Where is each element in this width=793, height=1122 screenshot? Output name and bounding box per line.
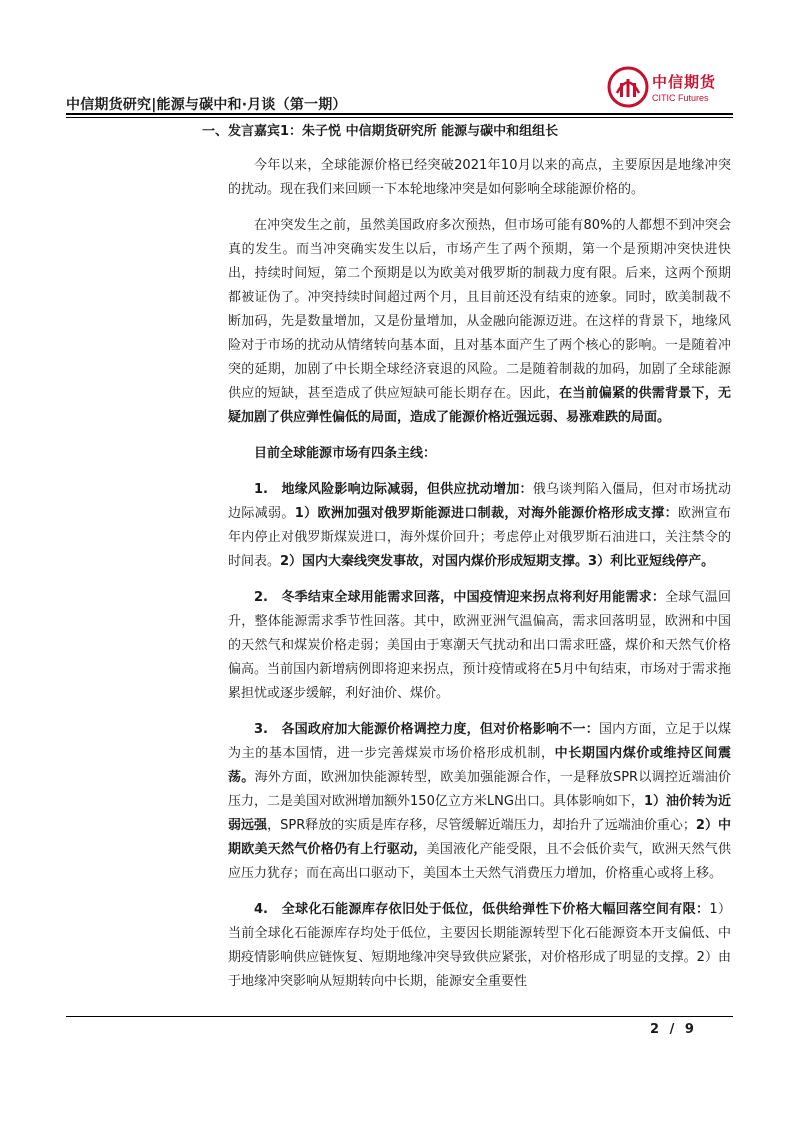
- item1-point2: 2）国内大秦线突发事故，对国内煤价形成短期支撑。3）利比亚短线停产。: [280, 554, 715, 569]
- paragraph-conflict-emphasis: 在当前偏紧的供需背景下，无疑加剧了供应弹性偏低的局面，造成了能源价格近强远弱、易涨难跌的局面。: [228, 386, 731, 425]
- header-title: 中信期货研究|能源与碳中和·月谈（第一期）: [66, 97, 347, 113]
- page-number: 2 / 9: [650, 1022, 697, 1037]
- item3-text3: ，SPR释放的实质是库存移，尽管缓解近端压力，却抬升了远端油价重心；: [267, 818, 696, 833]
- item3-title: 3. 各国政府加大能源价格调控力度，但对价格影响不一：: [254, 722, 599, 737]
- logo-english-text: CITIC Futures: [652, 93, 709, 103]
- paragraph-conflict: [228, 214, 731, 430]
- header-rule-thin: [66, 117, 733, 118]
- item3-text4: 美国液化产能受限，且不会低价卖气，欧洲天然气供应压力犹存；而在高出口驱动下，美国本土天然气消费压力增加，价格重心或将上移。: [228, 842, 731, 881]
- item4-text: 1）当前全球化石能源库存均处于低位，主要因长期能源转型下化石能源资本开支偏低、中期疫情影响供应链恢复、短期地缘冲突导致供应紧张，对价格形成了明显的支撑。2）由于地缘冲突影响从短期转向中长期，能源安全重要性: [228, 902, 731, 989]
- item1-point1: 1）欧洲加强对俄罗斯能源进口制裁，对海外能源价格形成支撑：: [294, 506, 678, 521]
- list-item-1: [228, 478, 731, 574]
- item3-emphasis3: 2）中期欧美天然气价格仍有上行驱动，: [228, 818, 731, 857]
- item3-emphasis2: 1）油价转为近弱远强: [228, 794, 731, 833]
- main-lines-intro: 目前全球能源市场有四条主线：: [254, 446, 437, 461]
- citic-logo: [607, 66, 737, 110]
- item3-text1: 国内方面，立足于以煤为主的基本国情，进一步完善煤炭市场价格形成机制，: [228, 722, 731, 761]
- item3-emphasis1: 中长期国内煤价或维持区间震荡。: [228, 746, 731, 785]
- paragraph-intro: 今年以来，全球能源价格已经突破2021年10月以来的高点，主要原因是地缘冲突的扰动。现在我们来回顾一下本轮地缘冲突是如何影响全球能源价格的。: [228, 158, 731, 197]
- article-body: [202, 120, 731, 1006]
- footer-rule: [66, 1016, 733, 1017]
- citic-logo-icon: [607, 66, 649, 108]
- item1-text2: 欧洲宣布年内停止对俄罗斯煤炭进口，海外煤价回升；考虑停止对俄罗斯石油进口，关注禁令的时间表。: [228, 506, 731, 569]
- header-rule-thick: [66, 113, 733, 115]
- item4-title: 4. 全球化石能源库存依旧处于低位，低供给弹性下价格大幅回落空间有限：: [254, 902, 710, 917]
- item1-text: 俄乌谈判陷入僵局，但对市场扰动边际减弱。: [228, 482, 731, 521]
- logo-chinese-text: 中信期货: [652, 73, 717, 91]
- item2-title: 2. 冬季结束全球用能需求回落，中国疫情迎来拐点将利好用能需求：: [254, 590, 666, 605]
- section-heading: 一、发言嘉宾1：朱子悦 中信期货研究所 能源与碳中和组组长: [202, 124, 559, 139]
- list-item-3: [228, 718, 731, 886]
- paragraph-conflict-text: 在冲突发生之前，虽然美国政府多次预热，但市场可能有80%的人都想不到冲突会真的发生。而当冲突确实发生以后，市场产生了两个预期，第一个是预期冲突快进快出，持续时间短，第二个预期是以为欧美对俄罗斯的制裁力度有限。后来，这两个预期都被证伪了。冲突持续时间超过两个月，且目前还没有结束的迹象。同时，欧美制裁不断加码，先是数量增加，又是份量增加，从金融向能源迈进。在这样的背景下，地缘风险对于市场的扰动从情绪转向基本面，且对基本面产生了两个核心的影响。一是随着冲突的延期，加剧了中长期全球经济衰退的风险。二是随着制裁的加码，加剧了全球能源供应的短缺，甚至造成了供应短缺可能长期存在。因此，: [228, 218, 731, 401]
- item2-text: 全球气温回升，整体能源需求季节性回落。其中，欧洲亚洲气温偏高，需求回落明显，欧洲和中国的天然气和煤炭价格走弱；美国由于寒潮天气扰动和出口需求旺盛，煤价和天然气价格偏高。当前国内新增病例即将迎来拐点，预计疫情或将在5月中旬结束，市场对于需求拖累担忧或逐步缓解，利好油价、煤价。: [228, 590, 731, 701]
- list-item-2: [228, 586, 731, 706]
- list-item-4: [228, 898, 731, 994]
- item1-title: 1. 地缘风险影响边际减弱，但供应扰动增加：: [254, 482, 533, 497]
- item3-text2: 海外方面，欧洲加快能源转型，欧美加强能源合作，一是释放SPR以调控近端油价压力，二是美国对欧洲增加额外150亿立方米LNG出口。具体影响如下，: [228, 770, 731, 809]
